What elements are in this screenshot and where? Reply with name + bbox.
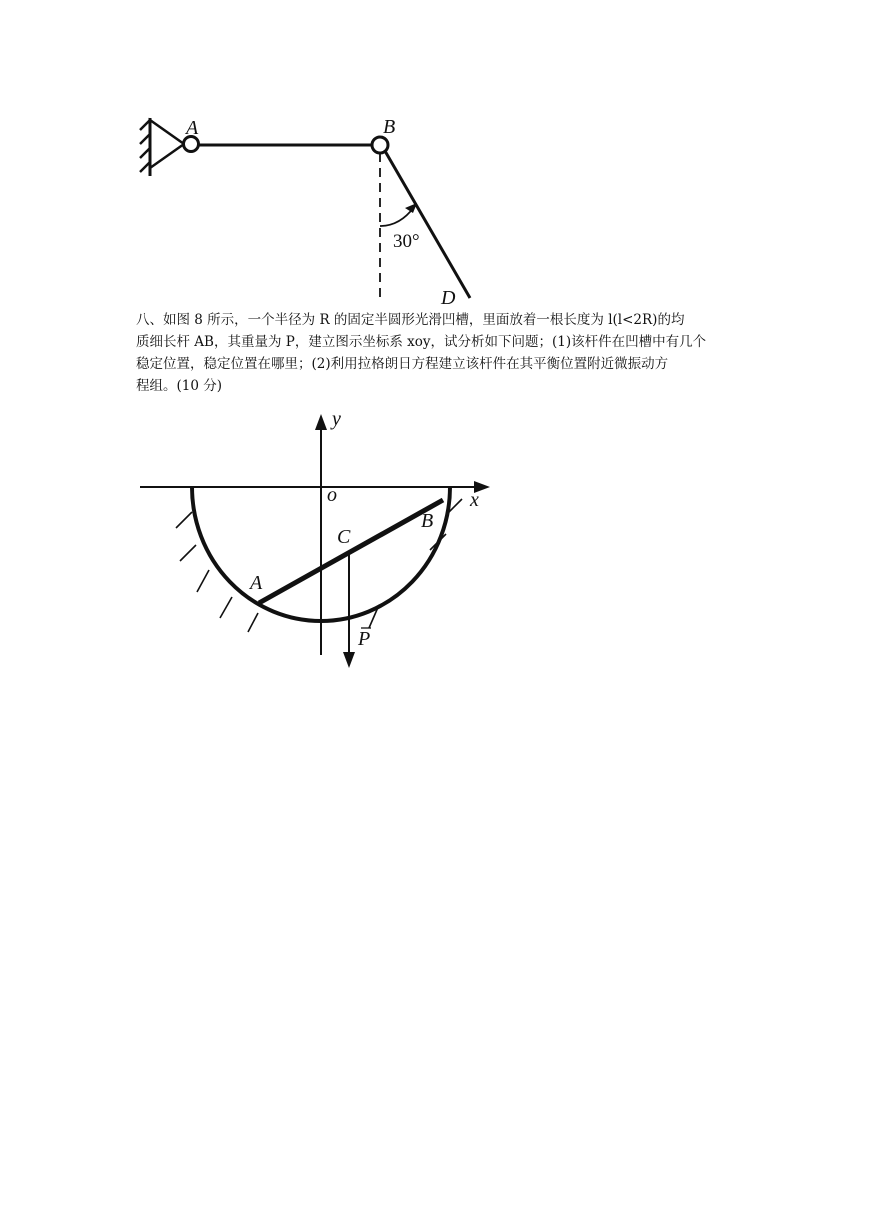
figure-1-hinged-rods [0, 0, 869, 310]
label-o: o [327, 484, 337, 506]
groove-hatching [176, 499, 462, 632]
label-b: B [383, 116, 396, 138]
y-axis-arrow [315, 414, 327, 430]
label-y: y [332, 408, 341, 430]
weight-arrow-head [343, 652, 355, 668]
fixed-support-a [140, 118, 184, 176]
problem-line-1: 八、如图 8 所示，一个半径为 R 的固定半圆形光滑凹槽，里面放着一根长度为 l(l<2R)的均 [136, 312, 685, 328]
label-p: P [358, 628, 371, 650]
label-b: B [421, 510, 434, 532]
problem-line-3: 稳定位置，稳定位置在哪里；(2)利用拉格朗日方程建立该杆件在其平衡位置附近微振动方 [136, 356, 669, 372]
angle-label: 30° [393, 231, 420, 252]
label-x: x [470, 489, 479, 511]
label-c: C [337, 526, 351, 548]
problem-line-2: 质细长杆 AB，其重量为 P，建立图示坐标系 xoy，试分析如下问题；(1)该杆件在凹槽中有几个 [136, 334, 707, 350]
problem-text [136, 309, 746, 397]
angle-arrow-head [405, 203, 417, 213]
hinge-b [372, 137, 388, 153]
label-a: A [250, 572, 263, 594]
figure-2-semicircular-groove [0, 400, 869, 680]
problem-line-4: 程组。(10 分) [136, 378, 223, 394]
rod-bd [385, 151, 470, 298]
label-a: A [186, 117, 199, 139]
label-d: D [441, 287, 456, 309]
rod-ab [259, 500, 443, 603]
